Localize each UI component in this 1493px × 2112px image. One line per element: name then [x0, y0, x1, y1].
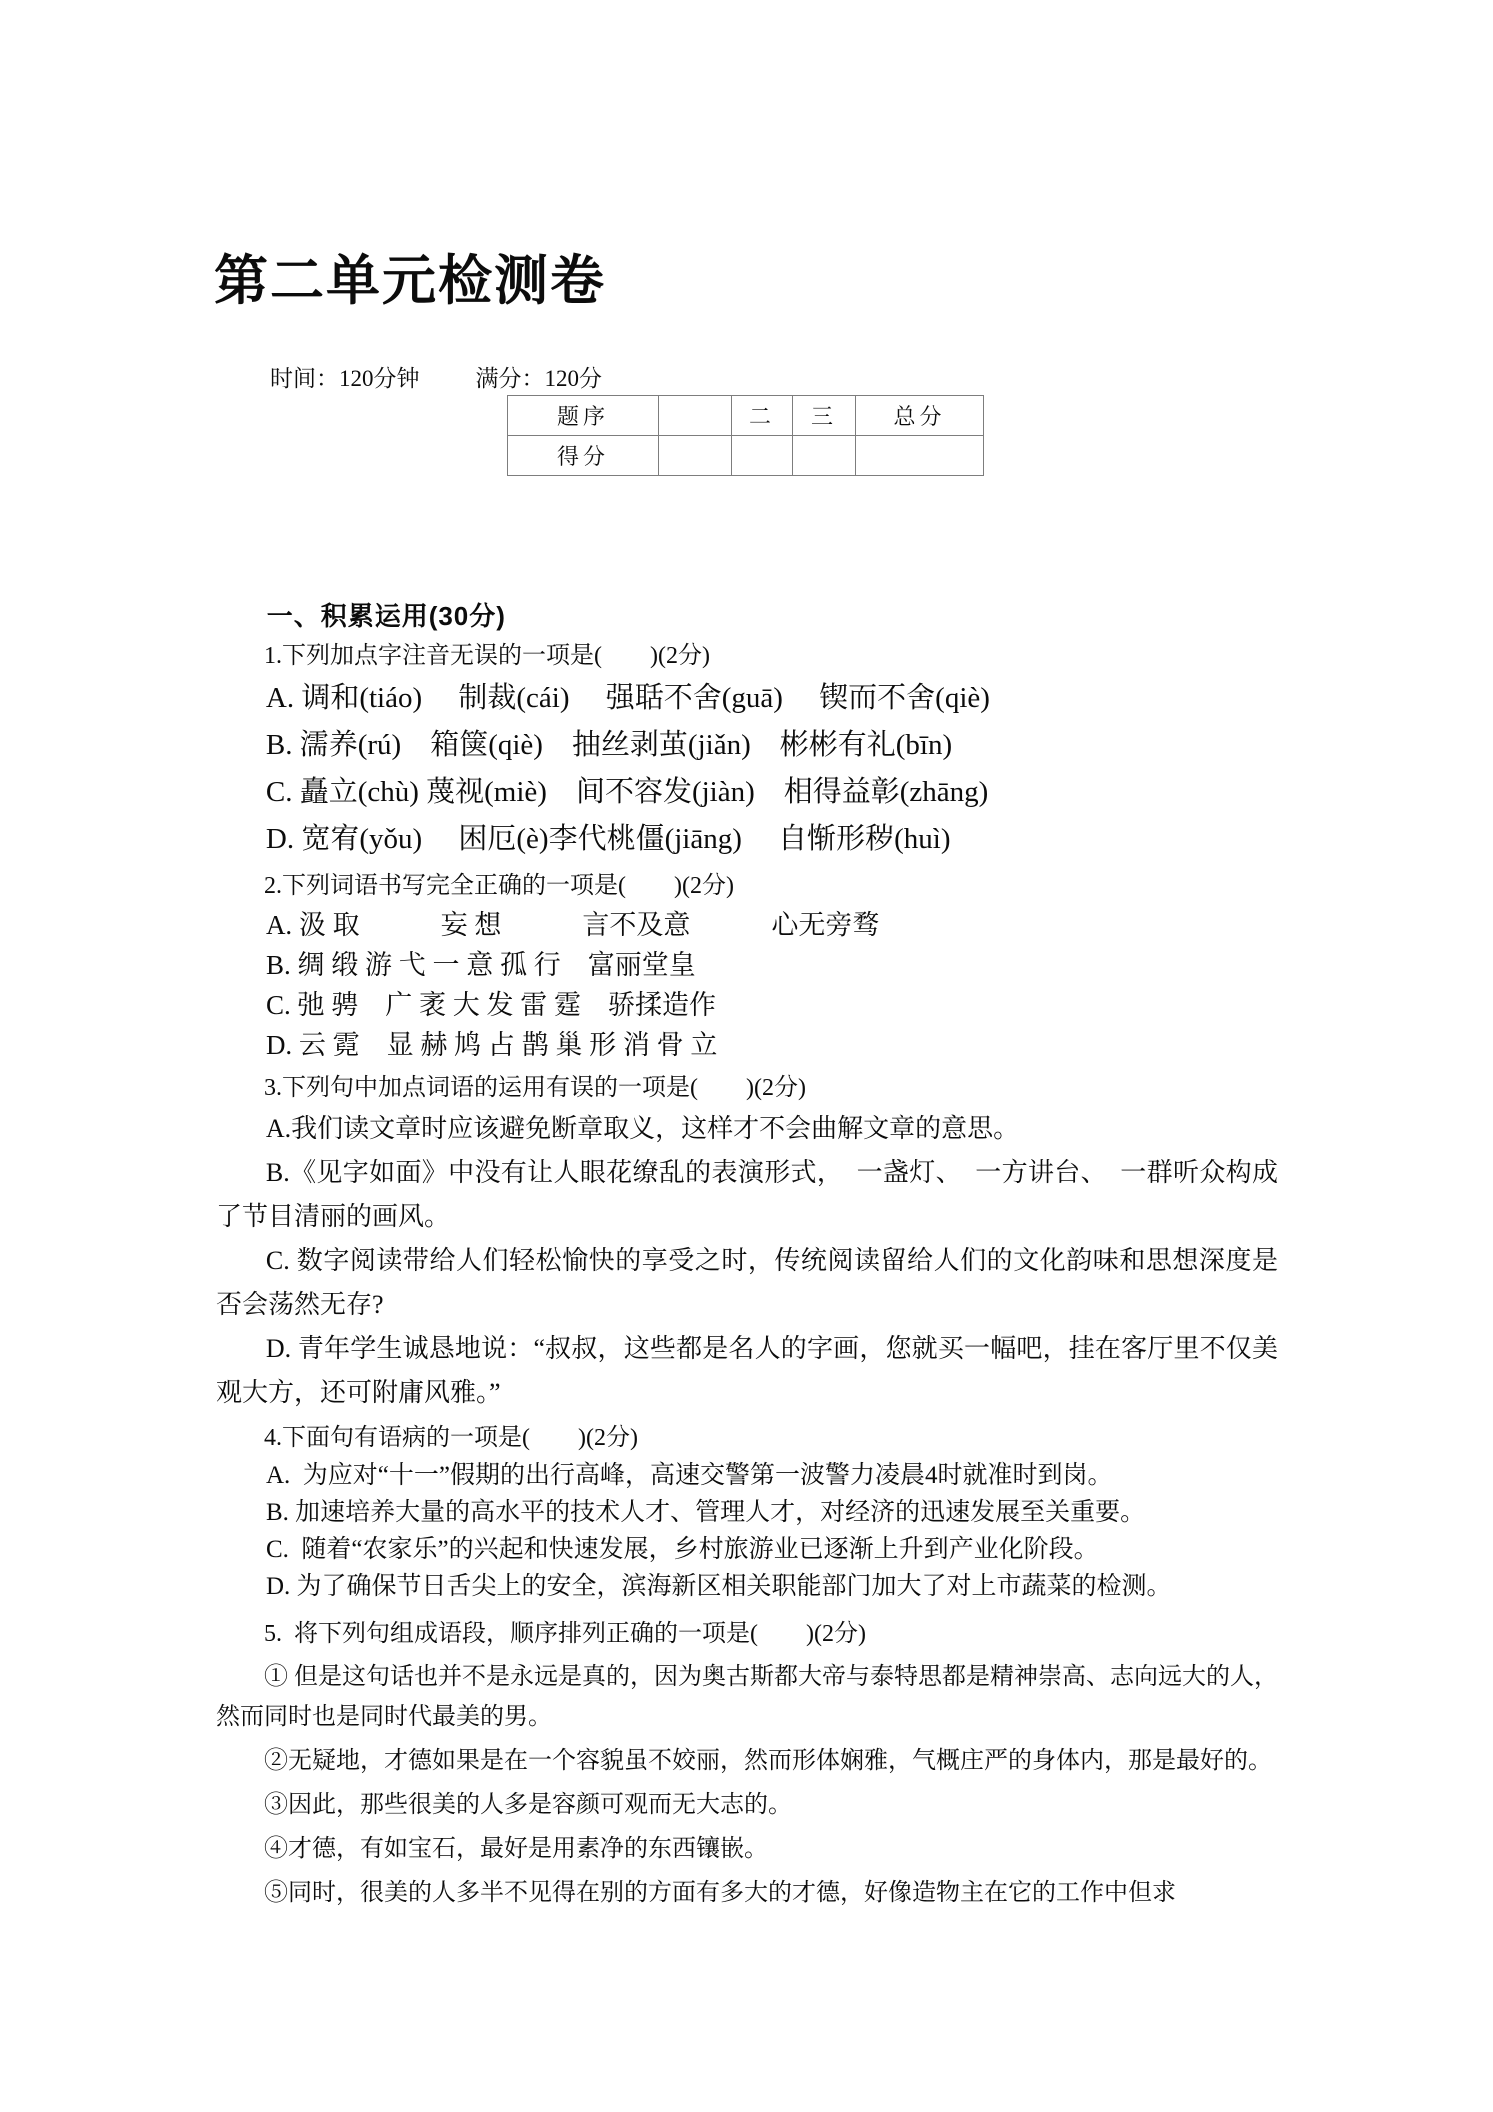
sentence-item-4: ④才德，有如宝石，最好是用素净的东西镶嵌。: [264, 1836, 768, 1862]
sentence-item-2: ②无疑地，才德如果是在一个容貌虽不姣丽，然而形体娴雅，气概庄严的身体内，那是最好的。: [264, 1748, 1272, 1774]
table-cell: 总分: [856, 396, 984, 436]
score-table-header-row: [508, 396, 984, 436]
sentence-item-5: ⑤同时，很美的人多半不见得在别的方面有多大的才德，好像造物主在它的工作中但求: [264, 1880, 1176, 1906]
question-option-d: D. 云 霓 显 赫 鸠 占 鹊 巢 形 消 骨 立: [265, 1030, 718, 1060]
score-table-score-row: [508, 436, 984, 476]
question-option-d: D. 为了确保节日舌尖上的安全，滨海新区相关职能部门加大了对上市蔬菜的检测。: [266, 1573, 1172, 1600]
question-option-c: C. 数字阅读带给人们轻松愉快的享受之时，传统阅读留给人们的文化韵味和思想深度是否会荡然无存?: [216, 1246, 1278, 1319]
table-cell: 三: [793, 396, 856, 436]
question-option-c: C. 矗立(chù) 蔑视(miè) 间不容发(jiàn) 相得益彰(zhāng): [265, 776, 989, 808]
exam-body: [216, 599, 1278, 1913]
table-cell: [732, 436, 793, 476]
sentence-item-1: ① 但是这句话也并不是永远是真的，因为奥古斯都大帝与泰特思都是精神崇高、志向远大的人，然而同时也是同时代最美的男。: [216, 1664, 1278, 1730]
question-option-a: A.我们读文章时应该避免断章取义，这样才不会曲解文章的意思。: [265, 1114, 1020, 1143]
question-option-b: B. 绸 缎 游 弋 一 意 孤 行 富丽堂皇: [265, 950, 696, 980]
question-1: [216, 637, 1278, 863]
score-table: [507, 395, 984, 476]
question-option-c: C. 弛 骋 广 袤 大 发 雷 霆 骄揉造作: [265, 990, 716, 1020]
table-cell: [659, 436, 732, 476]
question-4: [216, 1419, 1278, 1605]
question-option-a: A. 汲 取 妄 想 言不及意 心无旁骛: [265, 910, 880, 940]
question-option-c: C. 随着“农家乐”的兴起和快速发展，乡村旅游业已逐渐上升到产业化阶段。: [266, 1536, 1099, 1563]
question-stem: 4.下面句有语病的一项是( )(2分): [264, 1425, 638, 1451]
table-cell: [856, 436, 984, 476]
question-stem: 2.下列词语书写完全正确的一项是( )(2分): [264, 873, 734, 899]
question-option-b: B. 加速培养大量的高水平的技术人才、管理人才，对经济的迅速发展至关重要。: [266, 1499, 1146, 1526]
question-option-d: D. 宽宥(yǒu) 困厄(è)李代桃僵(jiāng) 自惭形秽(huì): [265, 823, 951, 855]
table-cell: 得分: [508, 436, 659, 476]
page-title: 第二单元检测卷: [214, 251, 606, 311]
question-5: [216, 1615, 1278, 1913]
exam-time: 时间：120分钟: [270, 366, 420, 391]
question-option-b: B.《见字如面》中没有让人眼花缭乱的表演形式， 一盏灯、 一方讲台、 一群听众构成了节目清丽的画风。: [216, 1158, 1278, 1231]
question-stem: 3.下列句中加点词语的运用有误的一项是( )(2分): [264, 1075, 806, 1101]
table-cell: 题序: [508, 396, 659, 436]
question-option-a: A. 为应对“十一”假期的出行高峰，高速交警第一波警力凌晨4时就准时到岗。: [266, 1462, 1113, 1489]
exam-meta: [270, 360, 602, 393]
table-cell: [659, 396, 732, 436]
question-2: [216, 867, 1278, 1065]
exam-full-score: 满分：120分: [475, 366, 602, 391]
sentence-item-3: ③因此，那些很美的人多是容颜可观而无大志的。: [264, 1792, 792, 1818]
section-heading: 一、积累运用(30分): [266, 601, 506, 631]
question-option-a: A. 调和(tiáo) 制裁(cái) 强聒不舍(guā) 锲而不舍(qiè): [265, 682, 990, 714]
table-cell: 二: [732, 396, 793, 436]
table-cell: [793, 436, 856, 476]
question-stem: 1.下列加点字注音无误的一项是( )(2分): [264, 643, 710, 669]
question-stem: 5. 将下列句组成语段，顺序排列正确的一项是( )(2分): [264, 1621, 866, 1647]
question-option-d: D. 青年学生诚恳地说：“叔叔，这些都是名人的字画，您就买一幅吧，挂在客厅里不仅美观大方，还可附庸风雅。”: [216, 1334, 1278, 1407]
question-option-b: B. 濡养(rú) 箱箧(qiè) 抽丝剥茧(jiǎn) 彬彬有礼(bīn): [265, 729, 953, 761]
question-3: [216, 1069, 1278, 1415]
